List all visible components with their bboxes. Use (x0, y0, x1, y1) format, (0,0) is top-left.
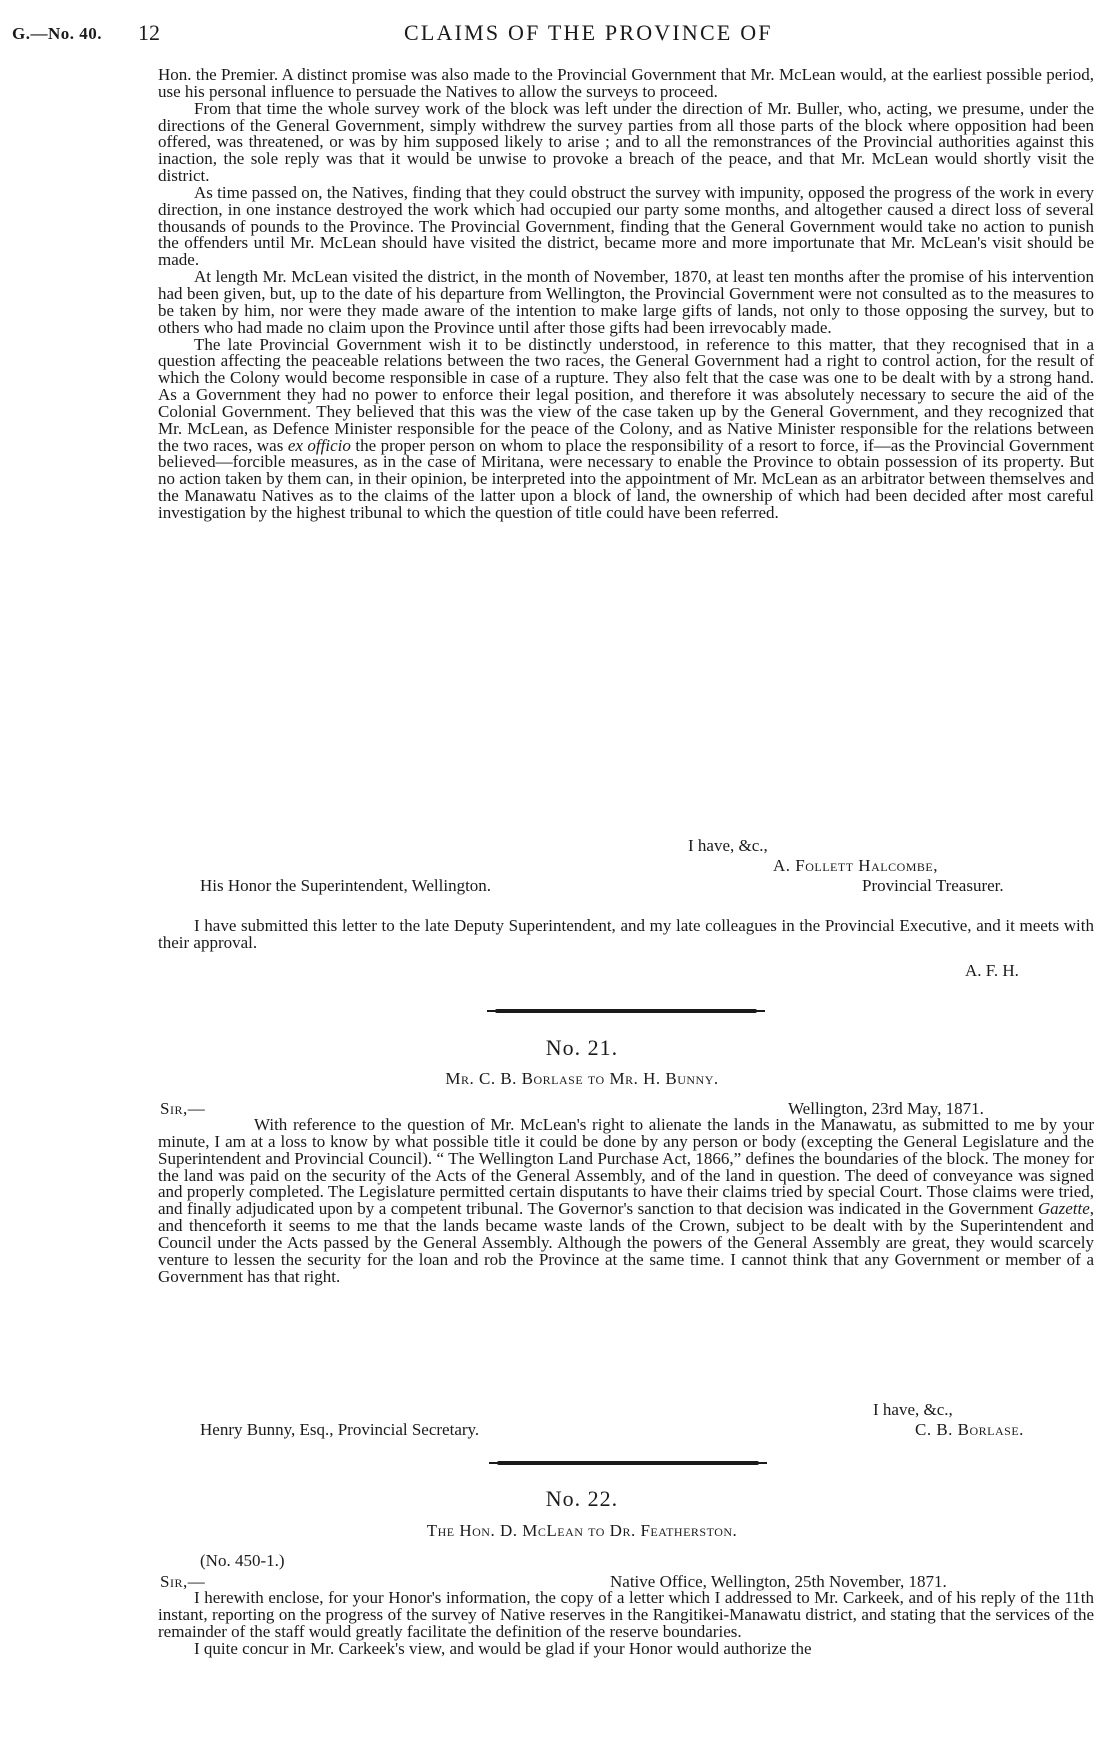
page-header (0, 18, 1114, 48)
signatory-title: Provincial Treasurer. (862, 876, 1004, 895)
section-subheading: The Hon. D. McLean to Dr. Featherston. (426, 1521, 738, 1540)
paragraph: I quite concur in Mr. Carkeek's view, and would be glad if your Honor would authorize the (194, 1638, 812, 1658)
paragraph (158, 334, 1095, 522)
letter-body (158, 67, 1094, 522)
text-run: the proper person on whom to place the responsibility of a resort to force, if—as the Provincial Government believed—forcible measures, as in the case of Miritana, were necessary to enable the Province to obtain possession of its property. But no action taken by them can, in their opinion, be interpreted into the appointment of Mr. McLean as an arbitrator between themselves and the Manawatu Natives as to the claims of the latter upon a block of land, the ownership of which had been decided after most careful investigation by the highest tribunal to which the question of title could have been referred. (158, 435, 1095, 522)
salutation: Sir,— (160, 1099, 206, 1118)
addressee: His Honor the Superintendent, Wellington. (200, 876, 492, 895)
section-subheading: Mr. C. B. Borlase to Mr. H. Bunny. (445, 1069, 719, 1088)
paragraph: Hon. the Premier. A distinct promise was also made to the Provincial Government that Mr. McLean would, at the earliest possible period, use his personal influence to persuade the Natives to allow the surveys to proceed. (158, 65, 1094, 101)
signatory: C. B. Borlase. (915, 1420, 1024, 1439)
salutation: Sir,— (160, 1572, 206, 1591)
closing: I have, &c., (688, 836, 768, 855)
addressee: Henry Bunny, Esq., Provincial Secretary. (200, 1420, 480, 1439)
italic-text: ex officio (287, 435, 351, 455)
italic-text: Gazette (1037, 1199, 1090, 1219)
section-heading: No. 22. (545, 1486, 619, 1511)
page-number: 12 (138, 20, 160, 45)
place-date: Wellington, 23rd May, 1871. (788, 1099, 984, 1118)
section-divider (495, 1009, 757, 1013)
section-heading: No. 21. (545, 1035, 619, 1060)
initials: A. F. H. (965, 961, 1019, 980)
postscript (158, 918, 1094, 952)
paragraph: I have submitted this letter to the late Deputy Superintendent, and my late colleagues in the Provincial Executive, and it meets with their approval. (158, 916, 1094, 952)
letter-body (158, 1590, 1094, 1657)
text-run: With reference to the question of Mr. McLean's right to alienate the lands in the Manawatu, as submitted to me by your minute, I am at a loss to know by what possible title it could be done by any person or body (excepting the General Legislature and the Superintendent and Provincial Council). “ The Wellington Land Purchase Act, 1866,” defines the boundaries of the block. The money for the land was paid on the security of the Acts of the General Assembly, and of the land in question. The deed of conveyance was signed and properly completed. The Legislature permitted certain disputants to have their claims tried by special Court. Those claims were tried, and finally adjudicated upon by a competent tribunal. The Governor's sanction to that decision was indicated in the Government (158, 1115, 1094, 1219)
paragraph: I herewith enclose, for your Honor's information, the copy of a letter which I addressed to Mr. Carkeek, and of his reply of the 11th instant, reporting on the progress of the survey of Native reserves in the Rangitikei-Manawatu district, and stating that the services of the remainder of the staff would greatly facilitate the definition of the reserve boundaries. (158, 1588, 1094, 1641)
text-run: , and thenceforth it seems to me that the lands became waste lands of the Crown, subject to be dealt with by the Superintendent and Council under the Acts passed by the General Assembly. Although the powers of the General Assembly are great, they would scarcely venture to lessen the security for the loan and rob the Province at the same time. I cannot think that any Government or member of a Government has that right. (158, 1199, 1094, 1286)
paragraph: As time passed on, the Natives, finding that they could obstruct the survey with impunity, opposed the progress of the work in every direction, in one instance destroyed the work which had occupied our party some months, and altogether caused a direct loss of several thousands of pounds to the Province. The Provincial Government, finding that the General Government would take no action to punish the offenders until Mr. McLean should have visited the district, became more and more importunate that Mr. McLean's visit should be made. (158, 182, 1094, 270)
paragraph: From that time the whole survey work of the block was left under the direction of Mr. Buller, who, acting, we presume, under the directions of the General Government, simply withdrew the survey parties from all those parts of the block where opposition had been offered, was threatened, or was by him supposed likely to arise ; and to all the remonstrances of the Provincial authorities against this inaction, the sole reply was that it would be unwise to provoke a breach of the peace, and that Mr. McLean would shortly visit the district. (158, 98, 1094, 186)
document-reference: G.—No. 40. (12, 24, 102, 43)
paragraph: At length Mr. McLean visited the district, in the month of November, 1870, at least ten months after the promise of his intervention had been given, but, up to the date of his departure from Wellington, the Provincial Government were not consulted as to the measures to be taken by him, nor were they made aware of the intention to make large gifts of lands, not only to those opposing the survey, but to others who had made no claim upon the Province until after those gifts had been irrevocably made. (158, 267, 1094, 337)
reference-number: (No. 450-1.) (200, 1551, 285, 1570)
text-run: The late Provincial Government wish it to be distinctly understood, in reference to this matter, that they recognised that in a question affecting the peaceable relations between the two races, the General Government had a right to control action, for the result of which the Colony would become responsible in case of a rupture. They also felt that the case was one to be dealt with by a strong hand. As a Government they had no power to enforce their legal position, and therefore it was absolutely necessary to secure the aid of the Colonial Government. They believed that this was the view of the case taken up by the General Government, and they recognized that Mr. McLean, as Defence Minister responsible for the peace of the Colony, and as Native Minister responsible for the relations between the two races, was (158, 334, 1094, 455)
place-date: Native Office, Wellington, 25th November, 1871. (610, 1572, 947, 1591)
closing: I have, &c., (873, 1400, 953, 1419)
paragraph (158, 1117, 1094, 1285)
letter-body (158, 1117, 1094, 1285)
signatory: A. Follett Halcombe, (773, 856, 938, 875)
running-title: CLAIMS OF THE PROVINCE OF (404, 20, 773, 45)
section-divider (497, 1461, 759, 1465)
